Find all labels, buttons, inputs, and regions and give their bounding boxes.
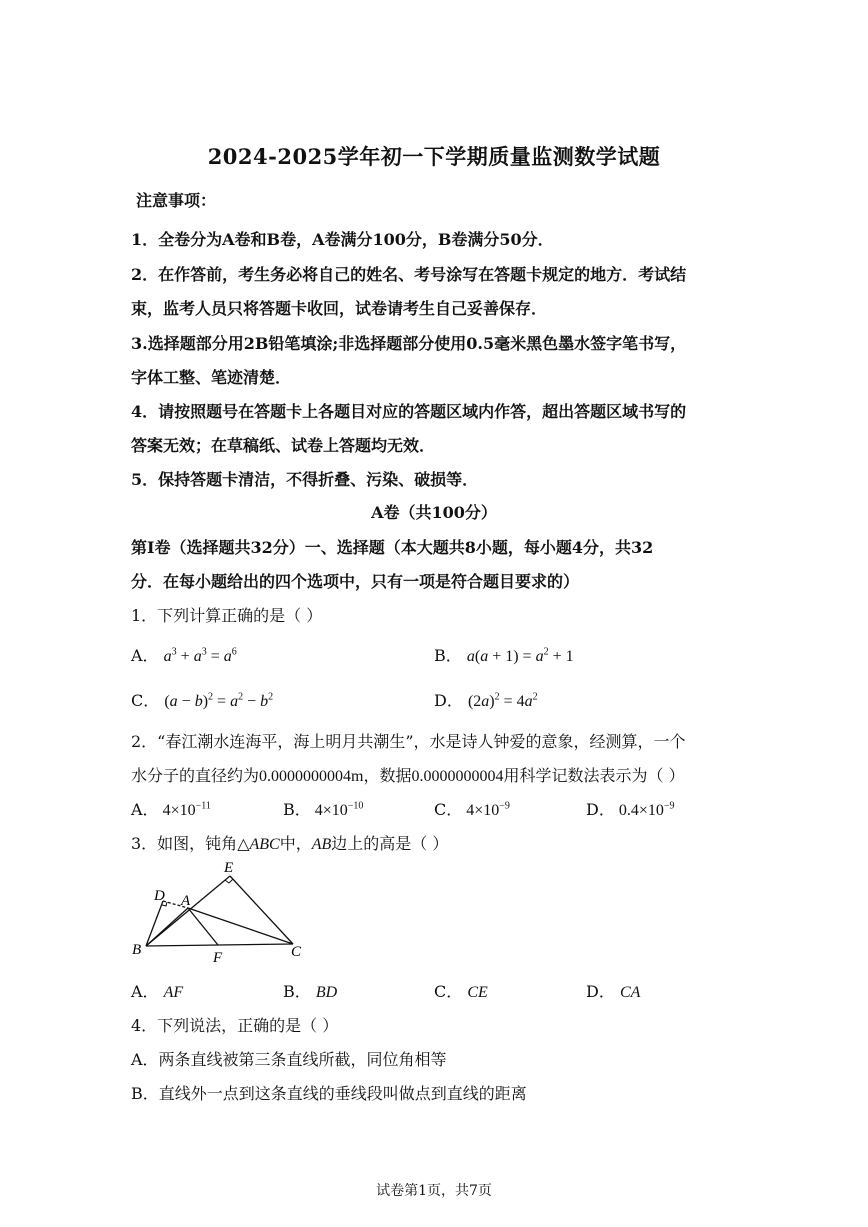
q4-option-a: A．两条直线被第三条直线所截，同位角相等 xyxy=(131,1050,447,1069)
label-a: A xyxy=(181,893,191,909)
q1-stem: 1．下列计算正确的是（ ） xyxy=(131,606,323,625)
q1-c-formula: $(a - b)^2 = a^2 - b^2$ xyxy=(164,691,274,710)
q2-line-2: 水分子的直径约为0.0000000004m，数据0.0000000004用科学记数法表示为（ ） xyxy=(131,766,685,785)
q2-option-d: D． $0.4\times 10^{-9}$ xyxy=(586,800,675,819)
q2-c-formula: $4\times 10^{-9}$ xyxy=(462,800,510,819)
q1-b-formula: $a(a + 1) = a^2 + 1$ xyxy=(466,646,574,665)
q3-option-c: C． CE xyxy=(434,982,488,1001)
segment-ac xyxy=(188,908,293,944)
q2-b-formula: $4\times 10^{-10}$ xyxy=(310,800,364,819)
page-footer: 试卷第1页，共7页 xyxy=(376,1183,492,1199)
label-d: D xyxy=(154,888,165,904)
q3-stem: 3．如图，钝角△ABC中，AB边上的高是（ ） xyxy=(131,834,449,853)
segment-bc xyxy=(146,944,293,946)
notice-item-2: 2．在作答前，考生务必将自己的姓名、考号涂写在答题卡规定的地方．考试结 xyxy=(131,265,687,284)
notice-item-5: 5．保持答题卡清洁，不得折叠、污染、破损等． xyxy=(131,470,479,489)
q1-option-d: D． $(2a)^2 = 4a^2$ xyxy=(434,691,538,710)
q2-option-a: A． $4\times 10^{-11}$ xyxy=(131,800,211,819)
label-c: C xyxy=(291,944,302,960)
label-f: F xyxy=(213,950,223,966)
q3-option-d: D． CA xyxy=(586,982,641,1001)
notice-item-2-cont: 束，监考人员只将答题卡收回，试卷请考生自己妥善保存． xyxy=(131,299,548,318)
notice-item-3-cont: 字体工整、笔迹清楚． xyxy=(131,368,292,387)
q4-stem: 4．下列说法，正确的是（ ） xyxy=(131,1016,339,1035)
q1-a-formula: $a^3 + a^3 = a^6$ xyxy=(163,646,237,665)
q2-option-b: B． $4\times 10^{-10}$ xyxy=(283,800,364,819)
q1-d-formula: $(2a)^2 = 4a^2$ xyxy=(467,691,538,710)
section-title: A卷（共100分） xyxy=(371,503,497,522)
notice-item-4: 4．请按照题号在答题卡上各题目对应的答题区域内作答，超出答题区域书写的 xyxy=(131,402,687,421)
q3-triangle-figure xyxy=(128,858,313,968)
notice-item-3: 3.选择题部分用2B铅笔填涂;非选择题部分使用0.5毫米黑色墨水签字笔书写， xyxy=(131,334,687,353)
q1-option-b: B． $a(a + 1) = a^2 + 1$ xyxy=(434,646,574,665)
part-line-2: 分．在每小题给出的四个选项中，只有一项是符合题目要求的） xyxy=(131,572,580,591)
label-e: E xyxy=(224,860,234,876)
notice-item-1: 1．全卷分为A卷和B卷，A卷满分100分，B卷满分50分． xyxy=(131,230,554,249)
notice-item-4-cont: 答案无效；在草稿纸、试卷上答题均无效． xyxy=(131,436,436,455)
q4-option-b: B．直线外一点到这条直线的垂线段叫做点到直线的距离 xyxy=(131,1084,527,1103)
q2-option-c: C． $4\times 10^{-9}$ xyxy=(434,800,510,819)
q2-d-formula: $0.4\times 10^{-9}$ xyxy=(614,800,675,819)
notice-heading: 注意事项： xyxy=(136,191,217,210)
q1-option-c: C． $(a - b)^2 = a^2 - b^2$ xyxy=(131,691,274,710)
q1-option-a: A． $a^3 + a^3 = a^6$ xyxy=(131,646,237,665)
q3-option-a: A． AF xyxy=(131,982,184,1001)
label-b: B xyxy=(132,942,142,958)
page-title: 2024-2025学年初一下学期质量监测数学试题 xyxy=(207,144,661,169)
q2-line-1: 2．“春江潮水连海平，海上明月共潮生”，水是诗人钟爱的意象，经测算，一个 xyxy=(131,732,686,751)
q2-a-formula: $4\times 10^{-11}$ xyxy=(158,800,211,819)
part-line-1: 第Ⅰ卷（选择题共32分）一、选择题（本大题共8小题，每小题4分，共32 xyxy=(131,538,654,557)
q3-option-b: B． BD xyxy=(283,982,338,1001)
